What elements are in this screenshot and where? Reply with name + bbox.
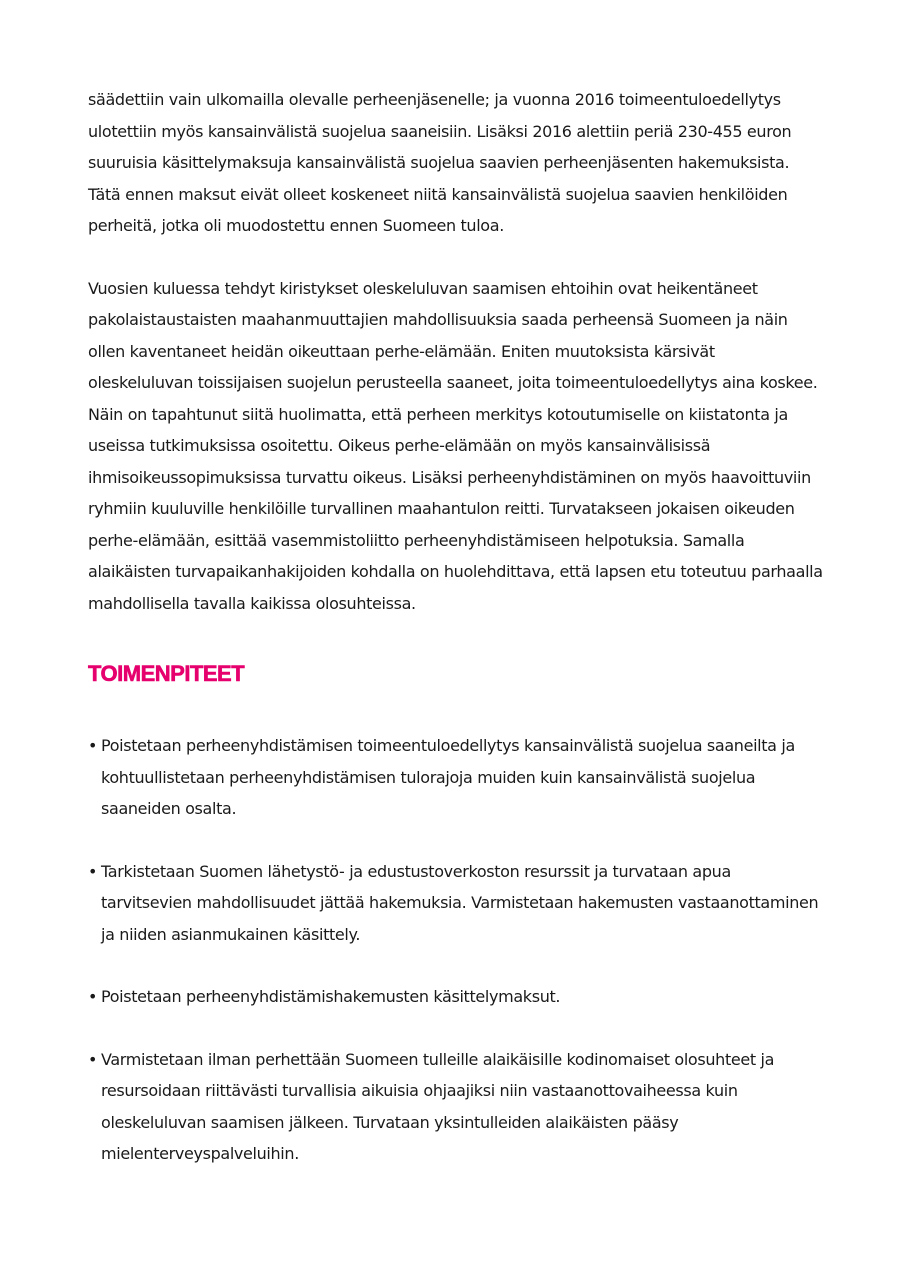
bullet-icon: • (88, 1049, 98, 1069)
list-item-text: Varmistetaan ilman perhettään Suomeen tulleille alaikäisille kodinomaiset olosuhteet ja resursoidaan riittävästi turvallisia aikuisia ohjaajiksi niin vastaanottovaiheessa kuin oleskeluluvan saamisen jälkeen. Turvataan yksintulleiden alaikäisten pääsy mielenterveyspalveluihin. (101, 1049, 775, 1163)
measures-list (88, 730, 824, 1170)
list-item (88, 856, 824, 951)
document-page (88, 84, 824, 1170)
bullet-icon: • (88, 736, 98, 755)
body-paragraph: Vuosien kuluessa tehdyt kiristykset oleskeluluvan saamisen ehtoihin ovat heikentäneet pakolaistaustaisten maahanmuuttajien mahdollisuuksia saada perheensä Suomeen ja näin ollen kaventaneet heidän oikeuttaan perhe-elämään. Eniten muutoksista kärsivät oleskeluluvan toissijaisen suojelun perusteella saaneet, joita toimeentuloedellytys aina koskee. Näin on tapahtunut siitä huolimatta, että perheen merkitys kotoutumiselle on kiistatonta ja useissa tutkimuksissa osoitettu. Oikeus perhe-elämään on myös kansainvälisissä ihmisoikeussopimuksissa turvattu oikeus. Lisäksi perheenyhdistäminen on myös haavoittuviin ryhmiin kuuluville henkilöille turvallinen maahantulon reitti. Turvatakseen jokaisen oikeuden perhe-elämään, esittää vasemmistoliitto perheenyhdistämiseen helpotuksia. Samalla alaikäisten turvapaikanhakijoiden kohdalla on huolehdittava, että lapsen etu toteutuu parhaalla mahdollisella tavalla kaikissa olosuhteissa. (88, 278, 823, 613)
section-heading: TOIMENPITEET (88, 661, 245, 686)
list-item-text: Poistetaan perheenyhdistämisen toimeentuloedellytys kansainvälistä suojelua saaneilta ja kohtuullistetaan perheenyhdistämisen tulorajoja muiden kuin kansainvälistä suojelua saaneiden osalta. (101, 736, 795, 818)
list-item (88, 730, 824, 825)
bullet-icon: • (88, 987, 98, 1006)
list-item (88, 981, 824, 1013)
bullet-icon: • (88, 861, 98, 881)
list-item-text: Tarkistetaan Suomen lähetystö- ja edustustoverkoston resurssit ja turvataan apua tarvitsevien mahdollisuudet jättää hakemuksia. Varmistetaan hakemusten vastaanottaminen ja niiden asianmukainen käsittely. (101, 861, 819, 944)
body-paragraph: säädettiin vain ulkomailla olevalle perheenjäsenelle; ja vuonna 2016 toimeentuloedellytys ulotettiin myös kansainvälistä suojelua saaneisiin. Lisäksi 2016 alettiin periä 230-455 euron suuruisia käsittelymaksuja kansainvälistä suojelua saavien perheenjäsenten hakemuksista. Tätä ennen maksut eivät olleet koskeneet niitä kansainvälistä suojelua saavien henkilöiden perheitä, jotka oli muodostettu ennen Suomeen tuloa. (88, 90, 792, 235)
list-item (88, 1044, 824, 1170)
list-item-text: Poistetaan perheenyhdistämishakemusten käsittelymaksut. (101, 987, 561, 1006)
